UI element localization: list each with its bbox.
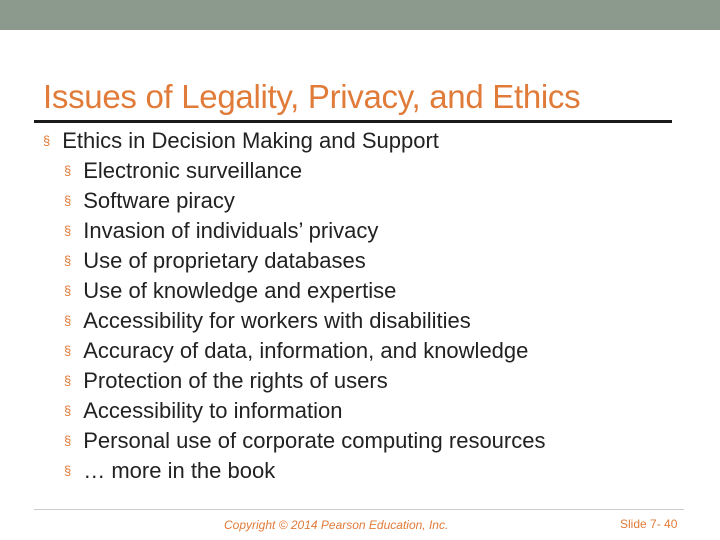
sub-bullet-text: Accessibility to information (83, 398, 343, 423)
sub-bullet-text: Software piracy (83, 188, 235, 213)
sub-bullet-text: Accuracy of data, information, and knowledge (83, 338, 529, 363)
title-divider (34, 120, 672, 123)
bullet-icon: § (64, 283, 72, 298)
sub-bullet-item (64, 218, 545, 248)
sub-bullet-item (64, 428, 545, 458)
main-bullet-text: Ethics in Decision Making and Support (62, 128, 439, 153)
bullet-icon: § (64, 373, 72, 388)
sub-bullet-item (64, 188, 545, 218)
bullet-icon: § (64, 403, 72, 418)
sub-bullet-text: Use of proprietary databases (83, 248, 366, 273)
slide-number: Slide 7- 40 (620, 517, 678, 531)
sub-bullet-text: Invasion of individuals’ privacy (83, 218, 379, 243)
sub-bullet-item (64, 248, 545, 278)
slide-title: Issues of Legality, Privacy, and Ethics (43, 78, 581, 115)
footer-divider (34, 509, 684, 510)
sub-bullet-item (64, 338, 545, 368)
sub-bullet-text: Electronic surveillance (83, 158, 303, 183)
sub-bullet-item (64, 278, 545, 308)
sub-bullet-text: Protection of the rights of users (83, 368, 388, 393)
bullet-icon: § (64, 193, 72, 208)
bullet-icon: § (64, 433, 72, 448)
bullet-icon: § (64, 463, 72, 478)
sub-bullet-text: … more in the book (83, 458, 276, 483)
bullet-icon: § (64, 313, 72, 328)
main-bullet (43, 128, 439, 154)
sub-bullet-item (64, 308, 545, 338)
sub-bullet-text: Use of knowledge and expertise (83, 278, 397, 303)
copyright-text: Copyright © 2014 Pearson Education, Inc. (224, 518, 449, 532)
top-band (0, 0, 720, 30)
bullet-icon: § (64, 163, 72, 178)
bullet-icon: § (43, 133, 51, 148)
sub-bullet-text: Personal use of corporate computing resources (83, 428, 546, 453)
sub-bullet-item (64, 398, 545, 428)
sub-bullet-item (64, 458, 545, 488)
bullet-icon: § (64, 343, 72, 358)
bullet-icon: § (64, 253, 72, 268)
sub-bullet-text: Accessibility for workers with disabilities (83, 308, 471, 333)
sub-bullet-item (64, 368, 545, 398)
sub-bullet-item (64, 158, 545, 188)
sub-bullet-list (64, 158, 545, 488)
bullet-icon: § (64, 223, 72, 238)
